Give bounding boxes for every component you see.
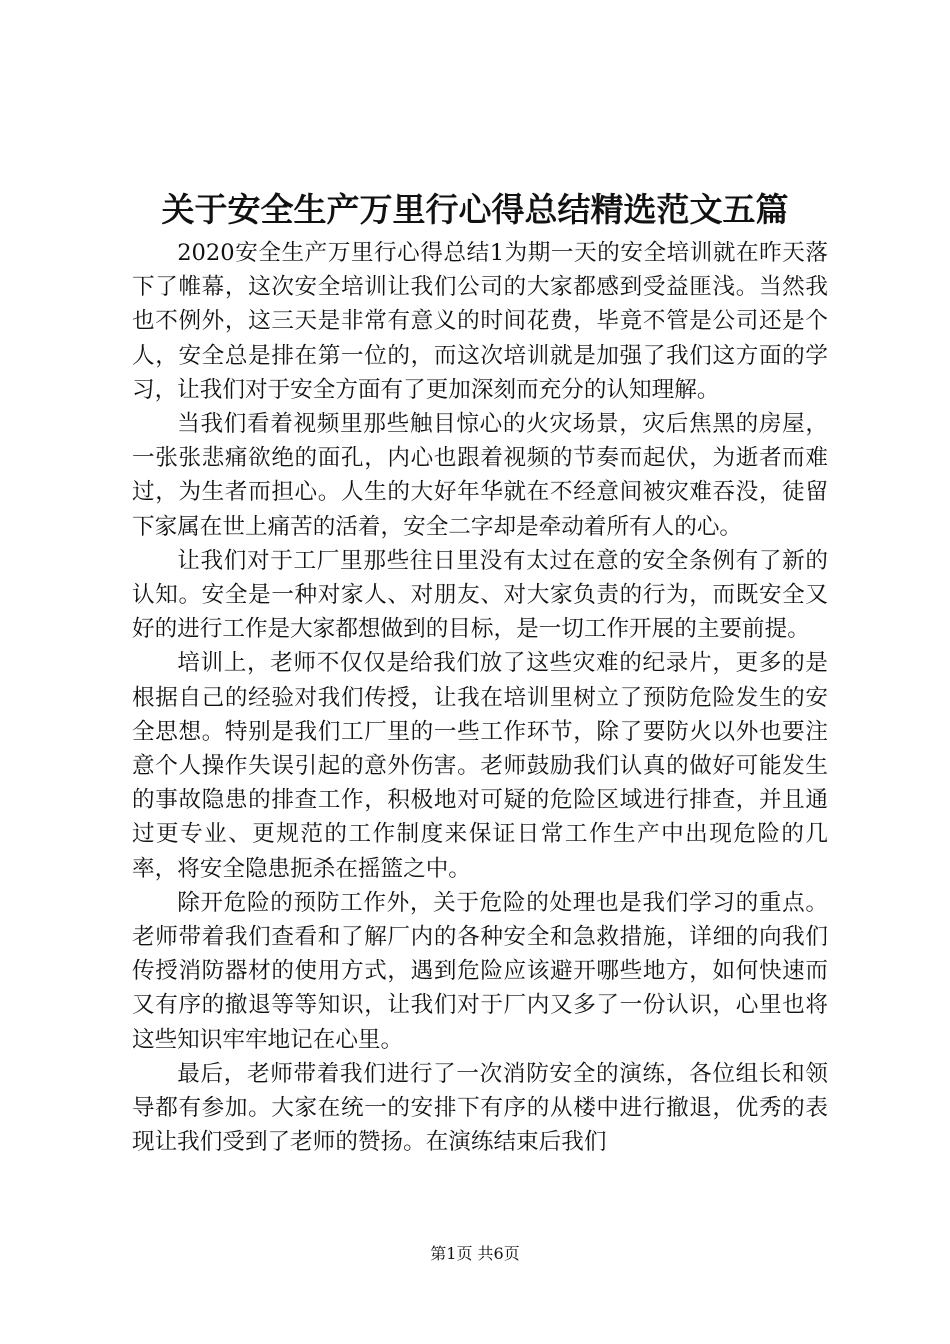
document-body [132, 236, 828, 1159]
paragraph: 让我们对于工厂里那些往日里没有太过在意的安全条例有了新的认知。安全是一种对家人、对朋友、对大家负责的行为，而既安全又好的进行工作是大家都想做到的目标，是一切工作开展的主要前提。 [132, 547, 828, 643]
paragraph: 除开危险的预防工作外，关于危险的处理也是我们学习的重点。老师带着我们查看和了解厂内的各种安全和急救措施，详细的向我们传授消防器材的使用方式，遇到危险应该避开哪些地方，如何快速而又有序的撤退等等知识，让我们对于厂内又多了一份认识，心里也将这些知识牢牢地记在心里。 [132, 889, 828, 1053]
paragraph: 培训上，老师不仅仅是给我们放了这些灾难的纪录片，更多的是根据自己的经验对我们传授，让我在培训里树立了预防危险发生的安全思想。特别是我们工厂里的一些工作环节，除了要防火以外也要注意个人操作失误引起的意外伤害。老师鼓励我们认真的做好可能发生的事故隐患的排查工作，积极地对可疑的危险区域进行排查，并且通过更专业、更规范的工作制度来保证日常工作生产中出现危险的几率，将安全隐患扼杀在摇篮之中。 [132, 650, 828, 882]
paragraph: 2020安全生产万里行心得总结1为期一天的安全培训就在昨天落下了帷幕，这次安全培训让我们公司的大家都感到受益匪浅。当然我也不例外，这三天是非常有意义的时间花费，毕竟不管是公司还是个人，安全总是排在第一位的，而这次培训就是加强了我们这方面的学习，让我们对于安全方面有了更加深刻而充分的认知理解。 [132, 240, 828, 403]
paragraph: 最后，老师带着我们进行了一次消防安全的演练，各位组长和领导都有参加。大家在统一的安排下有序的从楼中进行撤退，优秀的表现让我们受到了老师的赞扬。在演练结束后我们 [132, 1060, 828, 1156]
document-title: 关于安全生产万里行心得总结精选范文五篇 [161, 190, 789, 229]
paragraph: 当我们看着视频里那些触目惊心的火灾场景，灾后焦黑的房屋，一张张悲痛欲绝的面孔，内心也跟着视频的节奏而起伏，为逝者而难过，为生者而担心。人生的大好年华就在不经意间被灾难吞没，徒留下家属在世上痛苦的活着，安全二字却是牵动着所有人的心。 [132, 411, 828, 540]
page-number-footer: 第1页 共6页 [430, 1244, 520, 1263]
